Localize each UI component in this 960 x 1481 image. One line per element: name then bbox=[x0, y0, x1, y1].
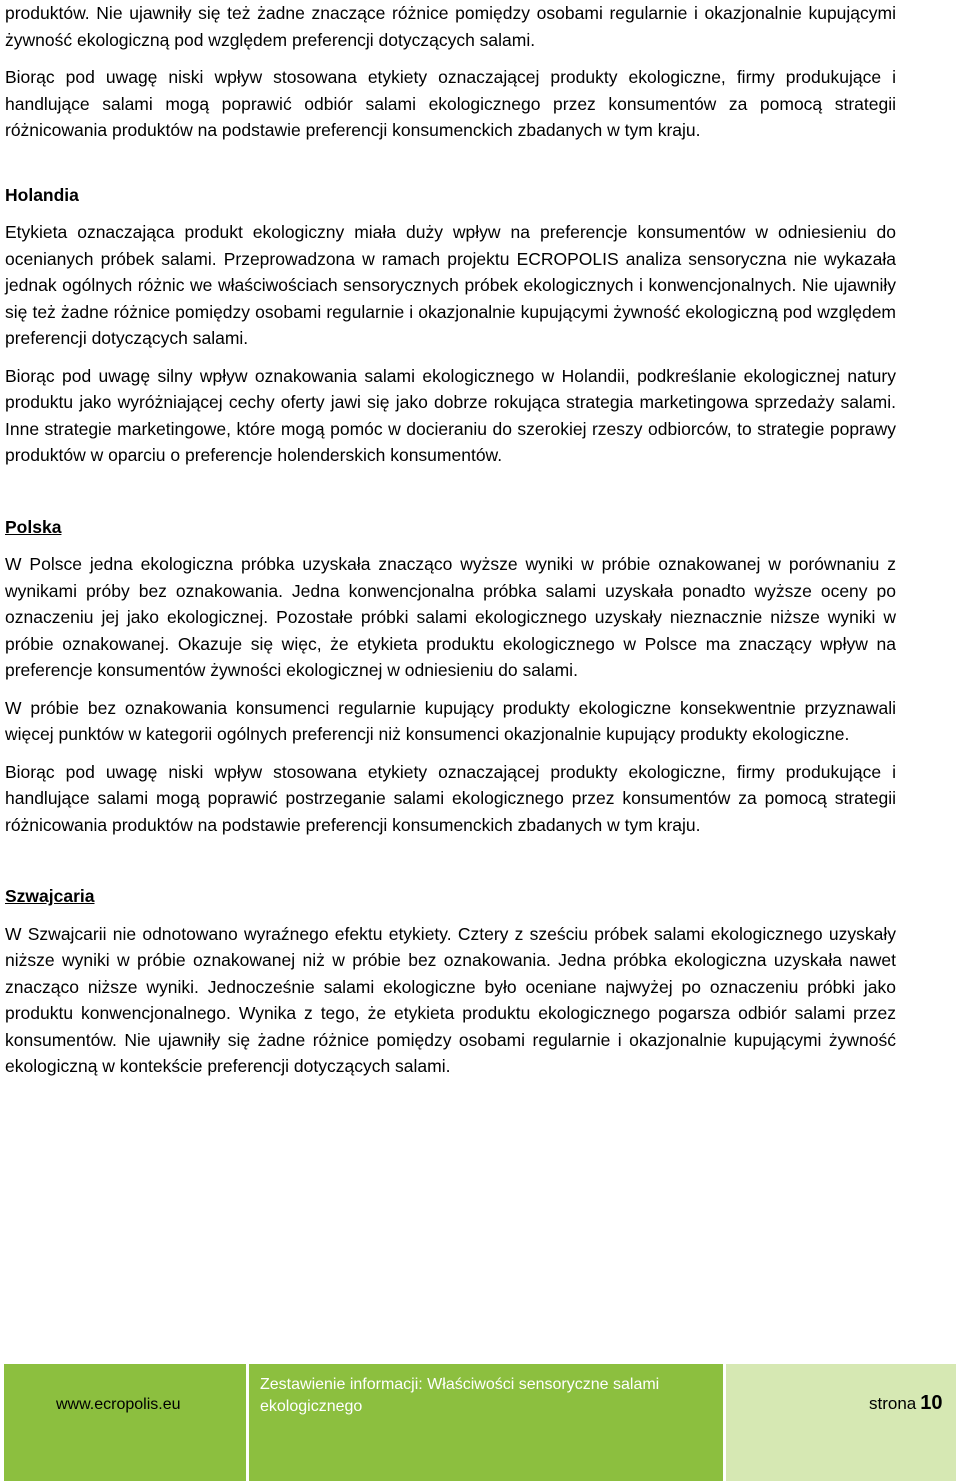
footer-document-title: Zestawienie informacji: Właściwości sensoryczne salami ekologicznego bbox=[260, 1376, 660, 1415]
holandia-paragraph-1: Etykieta oznaczająca produkt ekologiczny miała duży wpływ na preferencje konsumentów w odniesieniu do ocenianych próbek salami. Przeprowadzona w ramach projektu ECROPOLIS analiza sensoryczna nie wykazała jednak ogólnych różnic we właściwościach sensorycznych próbek ekologicznych i konwencjonalnych. Nie ujawniły się też żadne różnice pomiędzy osobami regularnie i okazjonalnie kupującymi żywność ekologiczną pod względem preferencji dotyczących salami. bbox=[5, 222, 896, 348]
page-label: strona bbox=[869, 1394, 917, 1413]
polska-paragraph-3: Biorąc pod uwagę niski wpływ stosowana etykiety oznaczającej produkty ekologiczne, firmy produkujące i handlujące salami mogą poprawić postrzeganie salami ekologicznego przez konsumentów za pomocą strategii różnicowania produktów na podstawie preferencji konsumenckich zbadanych w tym kraju. bbox=[5, 761, 896, 835]
footer-website-cell bbox=[4, 1364, 246, 1481]
footer-title-cell bbox=[249, 1364, 723, 1481]
footer-website-link[interactable]: www.ecropolis.eu bbox=[56, 1396, 181, 1413]
intro-paragraph-2: Biorąc pod uwagę niski wpływ stosowana etykiety oznaczającej produkty ekologiczne, firmy produkujące i handlujące salami mogą poprawić odbiór salami ekologicznego przez konsumentów za pomocą strategii różnicowania produktów na podstawie preferencji konsumenckich zbadanych w tym kraju. bbox=[5, 67, 896, 140]
page-number-value: 10 bbox=[920, 1392, 943, 1414]
document-body bbox=[5, 0, 896, 1080]
polska-paragraph-2: W próbie bez oznakowania konsumenci regularnie kupujący produkty ekologiczne konsekwentnie przyznawali więcej punktów w kategorii ogólnych preferencji niż konsumenci okazjonalnie kupujący produkty ekologiczne. bbox=[5, 697, 896, 744]
holandia-paragraph-2: Biorąc pod uwagę silny wpływ oznakowania salami ekologicznego w Holandii, podkreślanie ekologicznej natury produktu jako wyróżniającej cechy oferty jawi się jako dobrze rokująca strategia marketingowa sprzedaży salami. Inne strategie marketingowe, które mogą pomóc w docieraniu do szerokiej rzeszy odbiorców, to strategie poprawy produktów w oparciu o preferencje holenderskich konsumentów. bbox=[5, 365, 896, 465]
intro-paragraph-1: produktów. Nie ujawniły się też żadne znaczące różnice pomiędzy osobami regularnie i okazjonalnie kupującymi żywność ekologiczną pod względem preferencji dotyczących salami. bbox=[5, 3, 896, 50]
footer-page-cell bbox=[726, 1364, 956, 1481]
polska-paragraph-1: W Polsce jedna ekologiczna próbka uzyskała znacząco wyższe wyniki w próbie oznakowanej w porównaniu z wynikami próby bez oznakowania. Jedna konwencjonalna próbka salami uzyskała ponadto wyższe oceny po oznaczeniu jej jako ekologicznej. Pozostałe próbki salami ekologicznego uzyskały nieznacznie niższe wyniki w próbie oznakowanej. Okazuje się więc, że etykieta produktu ekologicznego w Polsce ma znaczący wpływ na preferencje konsumentów żywności ekologicznej w odniesieniu do salami. bbox=[5, 554, 896, 680]
section-heading-polska: Polska bbox=[5, 516, 62, 537]
section-heading-holandia: Holandia bbox=[5, 184, 79, 205]
section-heading-szwajcaria: Szwajcaria bbox=[5, 886, 95, 906]
szwajcaria-paragraph-1: W Szwajcarii nie odnotowano wyraźnego efektu etykiety. Cztery z sześciu próbek salami ekologicznego uzyskały niższe wyniki w próbie oznakowanej niż w próbie bez oznakowania. Jedna próbka ekologiczna uzyskała nawet znacząco niższe wyniki. Jednocześnie salami ekologiczne było oceniane najwyżej po oznaczeniu próbki jako produktu konwencjonalnego. Wynika z tego, że etykieta produktu ekologicznego pogarsza odbiór salami przez konsumentów. Nie ujawniły się żadne różnice pomiędzy osobami regularnie i okazjonalnie kupującymi żywność ekologiczną w kontekście preferencji dotyczących salami. bbox=[5, 923, 896, 1076]
page-footer bbox=[4, 1364, 956, 1481]
footer-page-number bbox=[869, 1392, 943, 1415]
